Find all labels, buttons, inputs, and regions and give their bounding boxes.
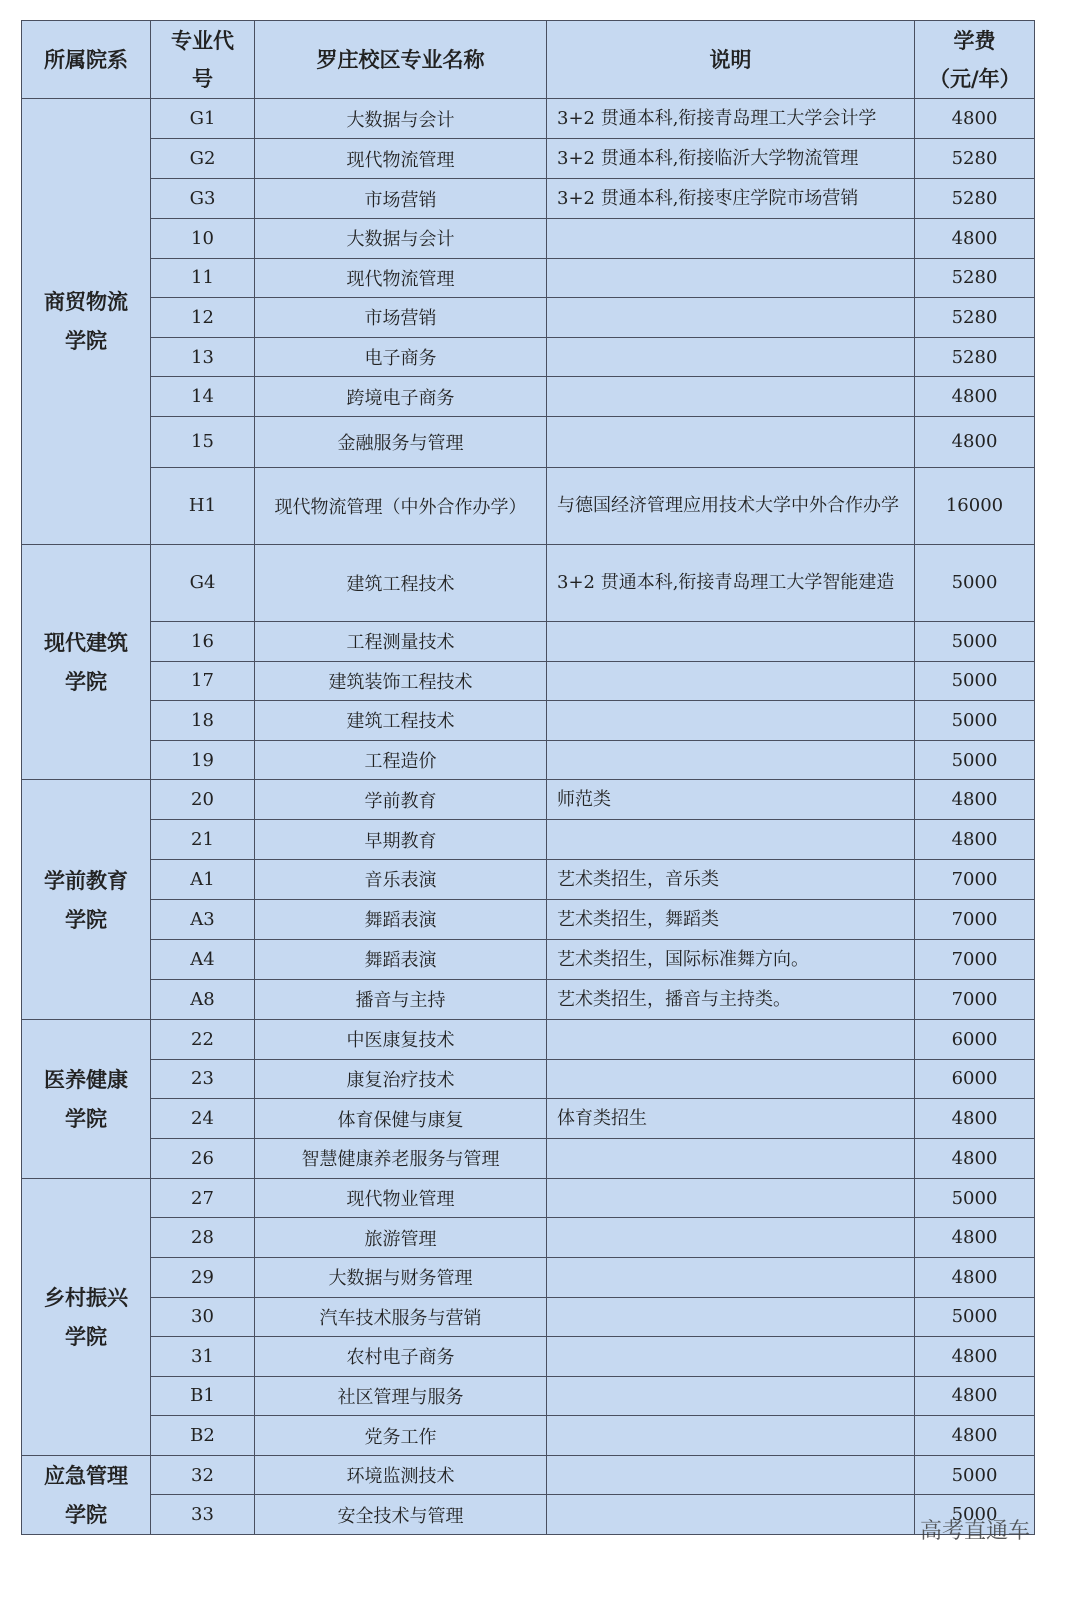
fee-cell: 5280 [915, 298, 1035, 338]
fee-cell: 4800 [915, 1218, 1035, 1258]
table-row [22, 780, 1035, 820]
code-cell: 30 [151, 1297, 255, 1337]
code-cell: 22 [151, 1019, 255, 1059]
code-cell: G4 [151, 544, 255, 621]
name-cell: 电子商务 [255, 337, 547, 377]
name-cell: 康复治疗技术 [255, 1059, 547, 1099]
header-name: 罗庄校区专业名称 [255, 21, 547, 99]
name-cell: 党务工作 [255, 1416, 547, 1456]
code-cell: 12 [151, 298, 255, 338]
desc-cell: 3+2 贯通本科,衔接临沂大学物流管理 [547, 139, 915, 179]
code-cell: 28 [151, 1218, 255, 1258]
table-row [22, 1059, 1035, 1099]
table-row [22, 258, 1035, 298]
code-cell: B1 [151, 1376, 255, 1416]
code-cell: 32 [151, 1455, 255, 1495]
dept-cell: 应急管理学院 [22, 1455, 151, 1534]
fee-cell: 5000 [915, 1297, 1035, 1337]
name-cell: 现代物流管理 [255, 139, 547, 179]
name-cell: 学前教育 [255, 780, 547, 820]
desc-cell [547, 1139, 915, 1179]
name-cell: 播音与主持 [255, 979, 547, 1019]
dept-cell: 商贸物流学院 [22, 99, 151, 545]
fee-cell: 4800 [915, 820, 1035, 860]
fee-cell: 7000 [915, 899, 1035, 939]
table-row [22, 467, 1035, 544]
desc-cell: 艺术类招生，音乐类 [547, 859, 915, 899]
table-row [22, 337, 1035, 377]
table-row [22, 99, 1035, 139]
table-row [22, 1257, 1035, 1297]
desc-cell: 3+2 贯通本科,衔接枣庄学院市场营销 [547, 179, 915, 219]
fee-cell: 5000 [915, 701, 1035, 741]
name-cell: 市场营销 [255, 179, 547, 219]
dept-cell: 现代建筑学院 [22, 544, 151, 779]
name-cell: 跨境电子商务 [255, 377, 547, 417]
code-cell: 14 [151, 377, 255, 417]
desc-cell [547, 1337, 915, 1377]
watermark: 高考直通车 [920, 1519, 1031, 1544]
table-row [22, 139, 1035, 179]
name-cell: 大数据与会计 [255, 99, 547, 139]
header-code: 专业代号 [151, 21, 255, 99]
table-row [22, 1139, 1035, 1179]
header-dept: 所属院系 [22, 21, 151, 99]
code-cell: G1 [151, 99, 255, 139]
fee-cell: 4800 [915, 1416, 1035, 1456]
fee-cell: 5000 [915, 1178, 1035, 1218]
code-cell: 33 [151, 1495, 255, 1535]
code-cell: 31 [151, 1337, 255, 1377]
name-cell: 体育保健与康复 [255, 1099, 547, 1139]
table-row [22, 740, 1035, 780]
code-cell: B2 [151, 1416, 255, 1456]
desc-cell: 3+2 贯通本科,衔接青岛理工大学会计学 [547, 99, 915, 139]
desc-cell [547, 1257, 915, 1297]
code-cell: G2 [151, 139, 255, 179]
table-row [22, 621, 1035, 661]
desc-cell [547, 416, 915, 467]
desc-cell [547, 1218, 915, 1258]
dept-cell: 医养健康学院 [22, 1019, 151, 1178]
table-row [22, 219, 1035, 259]
desc-cell [547, 377, 915, 417]
code-cell: A1 [151, 859, 255, 899]
fee-cell: 5000 [915, 621, 1035, 661]
name-cell: 现代物业管理 [255, 1178, 547, 1218]
table-row [22, 1019, 1035, 1059]
name-cell: 金融服务与管理 [255, 416, 547, 467]
fee-cell: 7000 [915, 979, 1035, 1019]
fee-cell: 6000 [915, 1059, 1035, 1099]
name-cell: 环境监测技术 [255, 1455, 547, 1495]
desc-cell [547, 1495, 915, 1535]
code-cell: A4 [151, 939, 255, 979]
table-row [22, 1178, 1035, 1218]
code-cell: 23 [151, 1059, 255, 1099]
dept-cell: 学前教育学院 [22, 780, 151, 1020]
table-row [22, 820, 1035, 860]
name-cell: 中医康复技术 [255, 1019, 547, 1059]
fee-cell: 4800 [915, 377, 1035, 417]
desc-cell: 与德国经济管理应用技术大学中外合作办学 [547, 467, 915, 544]
dept-cell: 乡村振兴学院 [22, 1178, 151, 1455]
desc-cell [547, 621, 915, 661]
fee-cell: 5000 [915, 740, 1035, 780]
name-cell: 工程造价 [255, 740, 547, 780]
header-fee: 学费（元/年） [915, 21, 1035, 99]
table-row [22, 859, 1035, 899]
fee-cell: 7000 [915, 859, 1035, 899]
name-cell: 社区管理与服务 [255, 1376, 547, 1416]
desc-cell: 艺术类招生，国际标准舞方向。 [547, 939, 915, 979]
code-cell: 11 [151, 258, 255, 298]
code-cell: A3 [151, 899, 255, 939]
fee-cell: 4800 [915, 219, 1035, 259]
table-row [22, 899, 1035, 939]
table-row [22, 298, 1035, 338]
desc-cell [547, 258, 915, 298]
code-cell: H1 [151, 467, 255, 544]
fee-cell: 5000 [915, 661, 1035, 701]
desc-cell [547, 701, 915, 741]
code-cell: 10 [151, 219, 255, 259]
desc-cell [547, 820, 915, 860]
code-cell: 29 [151, 1257, 255, 1297]
desc-cell: 3+2 贯通本科,衔接青岛理工大学智能建造 [547, 544, 915, 621]
fee-cell: 5000 [915, 1495, 1035, 1535]
code-cell: G3 [151, 179, 255, 219]
desc-cell [547, 1455, 915, 1495]
name-cell: 智慧健康养老服务与管理 [255, 1139, 547, 1179]
code-cell: 18 [151, 701, 255, 741]
name-cell: 舞蹈表演 [255, 939, 547, 979]
table-row [22, 1297, 1035, 1337]
table-row [22, 1416, 1035, 1456]
code-cell: 20 [151, 780, 255, 820]
fee-cell: 4800 [915, 99, 1035, 139]
name-cell: 早期教育 [255, 820, 547, 860]
name-cell: 舞蹈表演 [255, 899, 547, 939]
desc-cell [547, 661, 915, 701]
name-cell: 现代物流管理 [255, 258, 547, 298]
name-cell: 市场营销 [255, 298, 547, 338]
code-cell: 15 [151, 416, 255, 467]
fee-cell: 5000 [915, 544, 1035, 621]
fee-cell: 4800 [915, 1257, 1035, 1297]
desc-cell [547, 1297, 915, 1337]
table-row [22, 1099, 1035, 1139]
table-row [22, 1337, 1035, 1377]
desc-cell [547, 337, 915, 377]
fee-cell: 5280 [915, 258, 1035, 298]
table-row [22, 939, 1035, 979]
fee-cell: 5000 [915, 1455, 1035, 1495]
code-cell: 16 [151, 621, 255, 661]
table-row [22, 416, 1035, 467]
desc-cell [547, 1019, 915, 1059]
name-cell: 工程测量技术 [255, 621, 547, 661]
header-desc: 说明 [547, 21, 915, 99]
table-row [22, 1455, 1035, 1495]
table-row [22, 179, 1035, 219]
tuition-table [21, 20, 1035, 1535]
fee-cell: 4800 [915, 416, 1035, 467]
name-cell: 建筑装饰工程技术 [255, 661, 547, 701]
header-row [22, 21, 1035, 99]
name-cell: 农村电子商务 [255, 1337, 547, 1377]
desc-cell: 体育类招生 [547, 1099, 915, 1139]
table-row [22, 544, 1035, 621]
fee-cell: 4800 [915, 780, 1035, 820]
name-cell: 建筑工程技术 [255, 544, 547, 621]
desc-cell: 师范类 [547, 780, 915, 820]
code-cell: 26 [151, 1139, 255, 1179]
fee-cell: 4800 [915, 1376, 1035, 1416]
desc-cell [547, 740, 915, 780]
desc-cell [547, 1416, 915, 1456]
code-cell: 21 [151, 820, 255, 860]
table-row [22, 979, 1035, 1019]
fee-cell: 4800 [915, 1139, 1035, 1179]
name-cell: 建筑工程技术 [255, 701, 547, 741]
fee-cell: 5280 [915, 337, 1035, 377]
fee-cell: 16000 [915, 467, 1035, 544]
name-cell: 安全技术与管理 [255, 1495, 547, 1535]
name-cell: 现代物流管理（中外合作办学） [255, 467, 547, 544]
name-cell: 大数据与会计 [255, 219, 547, 259]
table-row [22, 377, 1035, 417]
code-cell: 19 [151, 740, 255, 780]
code-cell: 13 [151, 337, 255, 377]
desc-cell [547, 1376, 915, 1416]
desc-cell [547, 1059, 915, 1099]
table-row [22, 1376, 1035, 1416]
desc-cell: 艺术类招生，播音与主持类。 [547, 979, 915, 1019]
code-cell: 27 [151, 1178, 255, 1218]
fee-cell: 5280 [915, 179, 1035, 219]
table-row [22, 1218, 1035, 1258]
desc-cell: 艺术类招生，舞蹈类 [547, 899, 915, 939]
desc-cell [547, 298, 915, 338]
desc-cell [547, 219, 915, 259]
name-cell: 汽车技术服务与营销 [255, 1297, 547, 1337]
name-cell: 大数据与财务管理 [255, 1257, 547, 1297]
table-row [22, 661, 1035, 701]
name-cell: 音乐表演 [255, 859, 547, 899]
code-cell: 17 [151, 661, 255, 701]
desc-cell [547, 1178, 915, 1218]
fee-cell: 7000 [915, 939, 1035, 979]
table-row [22, 1495, 1035, 1535]
name-cell: 旅游管理 [255, 1218, 547, 1258]
fee-cell: 5280 [915, 139, 1035, 179]
code-cell: 24 [151, 1099, 255, 1139]
fee-cell: 4800 [915, 1099, 1035, 1139]
table-row [22, 701, 1035, 741]
fee-cell: 4800 [915, 1337, 1035, 1377]
fee-cell: 6000 [915, 1019, 1035, 1059]
code-cell: A8 [151, 979, 255, 1019]
